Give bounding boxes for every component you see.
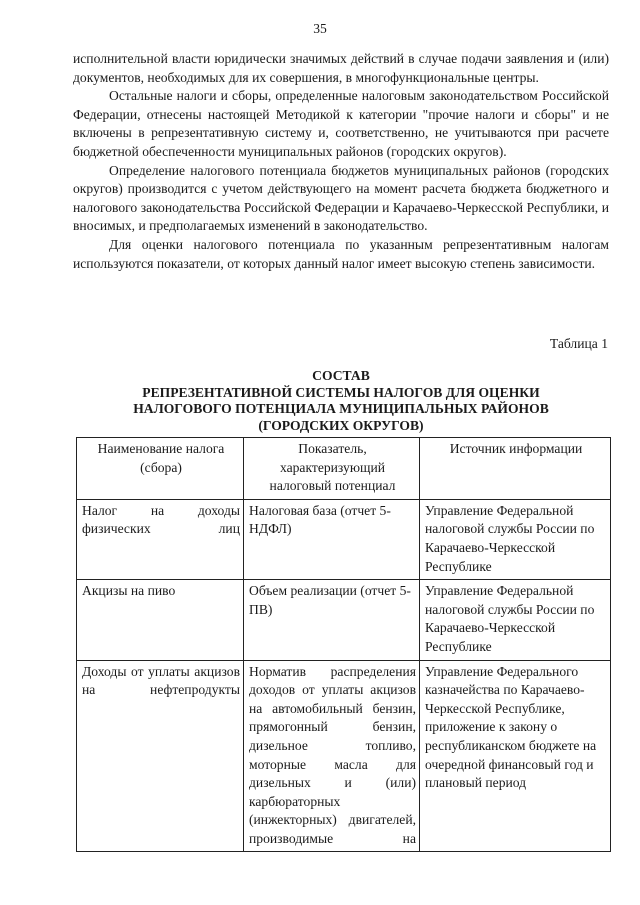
table-title-line: НАЛОГОВОГО ПОТЕНЦИАЛА МУНИЦИПАЛЬНЫХ РАЙОНОВ — [133, 401, 549, 416]
table-title-line: СОСТАВ — [312, 368, 370, 383]
table-header-row — [77, 438, 611, 500]
table-title-line: РЕПРЕЗЕНТАТИВНОЙ СИСТЕМЫ НАЛОГОВ ДЛЯ ОЦЕНКИ — [142, 384, 540, 400]
table-cell: Налог на доходы физических лиц — [77, 499, 244, 579]
table-cell: Акцизы на пиво — [77, 580, 244, 660]
tax-table — [76, 437, 611, 852]
table-cell: Доходы от уплаты акцизов на нефтепродукты — [77, 660, 244, 852]
column-header-source: Источник информации — [420, 438, 611, 500]
table-cell: Объем реализации (отчет 5-ПВ) — [244, 580, 420, 660]
table-title-line: (ГОРОДСКИХ ОКРУГОВ) — [258, 417, 424, 433]
table-cell: Управление Федерального казначейства по Карачаево-Черкесской Республике, приложение к закону о республиканском бюджете на очередной финансовый год и плановый период — [420, 660, 611, 852]
table-row — [77, 580, 611, 660]
table-cell: Налоговая база (отчет 5-НДФЛ) — [244, 499, 420, 579]
table-row — [77, 660, 611, 852]
table-row — [77, 499, 611, 579]
paragraph-2: Остальные налоги и сборы, определенные налоговым законодательством Российской Федерации, отнесены настоящей Методикой к категории "прочие налоги и сборы" и не включены в репрезентативную систему и, соответственно, не учитываются при расчете бюджетной обеспеченности муниципальных районов (городских округов). — [73, 88, 609, 159]
table-cell: Управление Федеральной налоговой службы России по Карачаево-Черкесской Республике — [420, 499, 611, 579]
column-header-indicator: Показатель, характеризующий налоговый потенциал — [244, 438, 420, 500]
table-cell: Норматив распределения доходов от уплаты акцизов на автомобильный бензин, прямогонный бензин, дизельное топливо, моторные масла для дизельных и (или) карбюраторных (инжекторных) двигателей, производимые на — [244, 660, 420, 852]
table-title — [73, 368, 609, 434]
page-number: 35 — [313, 21, 327, 36]
table-label: Таблица 1 — [549, 336, 608, 351]
body-text — [73, 50, 609, 273]
paragraph-1: исполнительной власти юридически значимых действий в случае подачи заявления и (или) документов, необходимых для их совершения, в многофункциональные центры. — [73, 51, 609, 85]
column-header-tax-name: Наименование налога (сбора) — [77, 438, 244, 500]
paragraph-3: Определение налогового потенциала бюджетов муниципальных районов (городских округов) производится с учетом действующего на момент расчета бюджета бюджетного и налогового законодательства Российской Федерации и Карачаево-Черкесской Республики, и вносимых, и предполагаемых изменений в законодательство. — [73, 162, 609, 234]
paragraph-4: Для оценки налогового потенциала по указанным репрезентативным налогам используются показатели, от которых данный налог имеет высокую степень зависимости. — [73, 236, 609, 271]
table-cell: Управление Федеральной налоговой службы России по Карачаево-Черкесской Республике — [420, 580, 611, 660]
